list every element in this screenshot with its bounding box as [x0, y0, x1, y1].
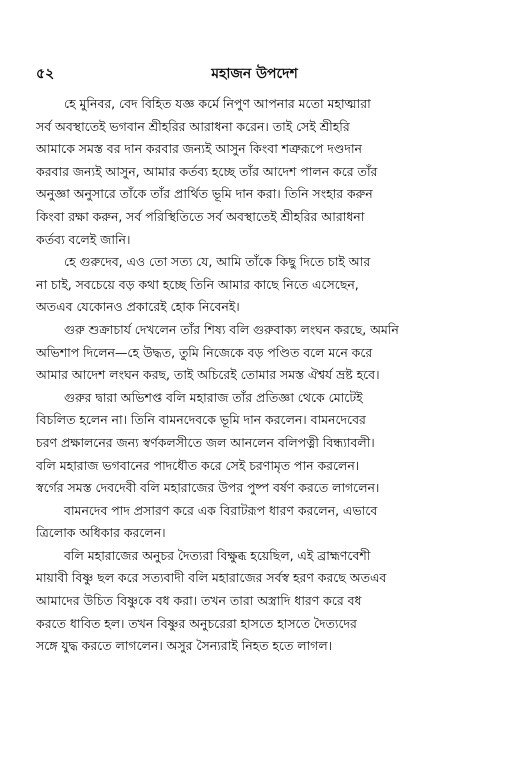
- text-line: বামনদেব পাদ প্রসারণ করে এক বিরাটরূপ ধারণ করলেন, এভাবে: [64, 502, 378, 518]
- text-line: আমাদের উচিত বিষ্ণুকে বধ করা। তখন তারা অস্ত্রাদি ধারণ করে বধ: [36, 593, 362, 609]
- text-line: গুরুর দ্বারা অভিশপ্ত বলি মহারাজ তাঁর প্রতিজ্ঞা থেকে মোটেই: [64, 389, 363, 405]
- paragraph: [36, 545, 489, 658]
- paragraph: [36, 319, 489, 387]
- text-line: বলি মহারাজ ভগবানের পাদধৌত করে সেই চরণামৃত পান করলেন।: [36, 457, 360, 473]
- paragraph: [36, 251, 489, 319]
- text-line: না চাই, সবচেয়ে বড় কথা হচ্ছে তিনি আমার কাছে নিতে এসেছেন,: [36, 276, 359, 292]
- text-line: অনুজ্ঞা অনুসারে তাঁকে তাঁর প্রার্থিত ভূমি দান করা। তিনি সংহার করুন: [36, 186, 373, 202]
- paragraph: [36, 387, 489, 500]
- text-line: অতএব যেকোনও প্রকারেই হোক নিবেনই।: [36, 299, 240, 315]
- text-line: করবার জন্যই আসুন, আমার কর্তব্য হচ্ছে তাঁর আদেশ পালন করে তাঁর: [36, 163, 378, 179]
- text-line: বলি মহারাজের অনুচর দৈত্যরা বিক্ষুব্ধ হয়েছিল, এই ব্রাহ্মণবেশী: [64, 547, 371, 563]
- paragraph: [36, 93, 489, 251]
- text-line: স্বর্গের সমস্ত দেবদেবী বলি মহারাজের উপর পুষ্প বর্ষণ করতে লাগলেন।: [36, 480, 380, 496]
- page-header: [36, 62, 473, 84]
- text-line: হে গুরুদেব, এও তো সত্য যে, আমি তাঁকে কিছু দিতে চাই আর: [64, 254, 371, 270]
- text-line: অভিশাপ দিলেন—হে উদ্ধত, তুমি নিজেকে বড় পণ্ডিত বলে মনে করে: [36, 344, 373, 360]
- text-line: মায়াবী বিষ্ণু ছল করে সত্যবাদী বলি মহারাজের সর্বস্ব হরণ করছে অতএব: [36, 570, 387, 586]
- text-line: কর্তব্য বলেই জানি।: [36, 231, 131, 247]
- text-line: আমাকে সমস্ত বর দান করবার জন্যই আসুন কিংবা শত্রুরূপে দণ্ডদান: [36, 141, 362, 157]
- text-line: সর্ব অবস্থাতেই ভগবান শ্রীহরির আরাধনা করেন। তাই সেই শ্রীহরি: [36, 118, 350, 134]
- body-text: [36, 93, 489, 658]
- text-line: ত্রিলোক অধিকার করলেন।: [36, 525, 166, 541]
- text-line: গুরু শুক্রাচার্য দেখলেন তাঁর শিষ্য বলি গুরুবাক্য লংঘন করছে, অমনি: [64, 321, 399, 337]
- text-line: চরণ প্রক্ষালনের জন্য স্বর্ণকলসীতে জল আনলেন বলিপত্নী বিন্ধ্যাবলী।: [36, 434, 375, 450]
- text-line: কিংবা রক্ষা করুন, সর্ব পরিস্থিতিতে সর্ব অবস্থাতেই শ্রীহরির আরাধনা: [36, 208, 365, 224]
- text-line: সঙ্গে যুদ্ধ করতে লাগলেন। অসুর সৈন্যরাই নিহত হতে লাগল।: [36, 638, 333, 654]
- text-line: হে মুনিবর, বেদ বিহিত যজ্ঞ কর্মে নিপুণ আপনার মতো মহাত্মারা: [64, 96, 371, 111]
- text-line: করতে ধাবিত হল। তখন বিষ্ণুর অনুচরেরা হাসতে হাসতে দৈত্যদের: [36, 615, 357, 631]
- text-line: আমার আদেশ লংঘন করছ, তাই অচিরেই তোমার সমস্ত ঐশ্বর্য ভ্রষ্ট হবে।: [36, 367, 380, 383]
- running-title: মহাজন উপদেশ: [211, 66, 298, 82]
- text-line: বিচলিত হলেন না। তিনি বামনদেবকে ভূমি দান করলেন। বামনদেবের: [36, 412, 366, 428]
- page-number: ৫২: [36, 66, 55, 82]
- paragraph: [36, 500, 489, 545]
